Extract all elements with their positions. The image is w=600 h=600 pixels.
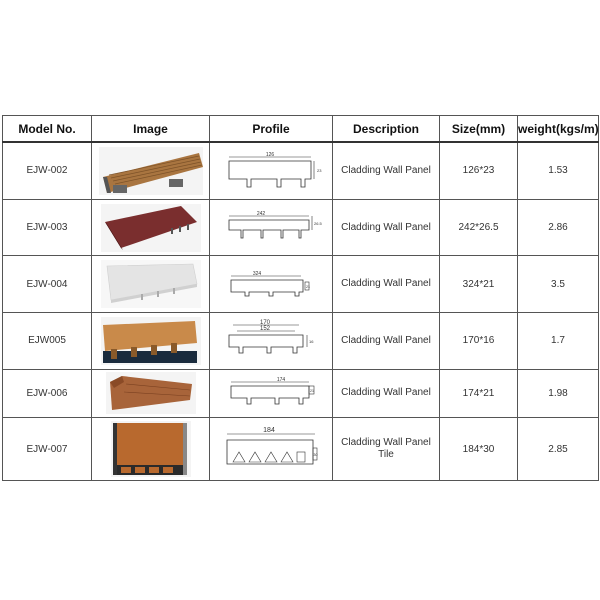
model-cell: EJW-002 — [3, 142, 92, 199]
profile-cell — [210, 369, 333, 418]
weight-cell: 2.86 — [518, 199, 599, 256]
profile-dimension-label: 126 — [265, 151, 275, 158]
profile-drawing-ejw-003 — [221, 206, 321, 250]
product-photo-ejw-004 — [101, 260, 201, 308]
description-text: Cladding Wall Panel — [341, 278, 431, 290]
description-cell — [333, 142, 440, 199]
image-cell — [92, 256, 210, 313]
profile-side-label: 16 — [309, 338, 314, 344]
profile-cell — [210, 199, 333, 256]
profile-drawing-ejw-002 — [221, 149, 321, 193]
profile-drawing-ejw-004 — [221, 262, 321, 306]
header-weight: weight(kgs/m) — [518, 116, 599, 143]
image-cell — [92, 142, 210, 199]
table-row — [3, 312, 599, 369]
profile-cell — [210, 312, 333, 369]
weight-cell: 2.85 — [518, 418, 599, 481]
model-cell: EJW005 — [3, 312, 92, 369]
description-text: Cladding Wall Panel — [341, 164, 431, 176]
description-cell — [333, 369, 440, 418]
image-cell — [92, 418, 210, 481]
size-cell: 170*16 — [440, 312, 518, 369]
size-cell: 184*30 — [440, 418, 518, 481]
product-photo-ejw-007 — [111, 421, 191, 477]
profile-dimension-label-2: 152 — [259, 325, 271, 332]
profile-cell — [210, 418, 333, 481]
product-photo-ejw-006 — [106, 372, 196, 414]
description-cell — [333, 199, 440, 256]
product-photo-ejw005 — [101, 317, 201, 365]
header-model: Model No. — [3, 116, 92, 143]
weight-cell: 1.7 — [518, 312, 599, 369]
profile-side-label: 21 — [306, 285, 310, 290]
profile-side-label: 23 — [317, 167, 322, 173]
header-profile: Profile — [210, 116, 333, 143]
size-cell: 324*21 — [440, 256, 518, 313]
model-cell: EJW-006 — [3, 369, 92, 418]
profile-drawing-ejw-007 — [219, 422, 323, 476]
product-photo-ejw-002 — [99, 147, 203, 195]
image-cell — [92, 312, 210, 369]
header-row — [3, 116, 599, 143]
weight-cell: 1.98 — [518, 369, 599, 418]
product-photo-ejw-003 — [101, 204, 201, 252]
profile-dimension-label: 170 — [259, 319, 271, 326]
table-row — [3, 199, 599, 256]
profile-cell — [210, 256, 333, 313]
header-image: Image — [92, 116, 210, 143]
profile-drawing-ejw-006 — [221, 374, 321, 412]
table-row — [3, 142, 599, 199]
description-cell — [333, 256, 440, 313]
header-description: Description — [333, 116, 440, 143]
image-cell — [92, 199, 210, 256]
model-cell: EJW-003 — [3, 199, 92, 256]
description-text: Cladding Wall Panel — [341, 334, 431, 346]
profile-side-label: 21 — [310, 389, 314, 394]
description-text-line2: Tile — [378, 449, 394, 461]
description-text: Cladding Wall Panel — [341, 437, 431, 449]
profile-cell — [210, 142, 333, 199]
table-row — [3, 418, 599, 481]
profile-side-label: 26.5 — [314, 220, 322, 226]
model-cell: EJW-007 — [3, 418, 92, 481]
table-row — [3, 256, 599, 313]
profile-drawing-ejw005 — [221, 319, 321, 363]
model-cell: EJW-004 — [3, 256, 92, 313]
size-cell: 242*26.5 — [440, 199, 518, 256]
description-text: Cladding Wall Panel — [341, 387, 431, 399]
description-cell — [333, 418, 440, 481]
description-text: Cladding Wall Panel — [341, 221, 431, 233]
profile-dimension-label: 324 — [252, 271, 262, 278]
product-spec-table — [2, 115, 599, 481]
profile-dimension-label: 242 — [256, 210, 266, 217]
profile-dimension-label: 184 — [263, 427, 275, 435]
header-size: Size(mm) — [440, 116, 518, 143]
weight-cell: 1.53 — [518, 142, 599, 199]
size-cell: 174*21 — [440, 369, 518, 418]
profile-dimension-label: 174 — [276, 377, 286, 384]
weight-cell: 3.5 — [518, 256, 599, 313]
description-cell — [333, 312, 440, 369]
profile-side-label: 30 — [313, 453, 318, 458]
image-cell — [92, 369, 210, 418]
table-row — [3, 369, 599, 418]
size-cell: 126*23 — [440, 142, 518, 199]
